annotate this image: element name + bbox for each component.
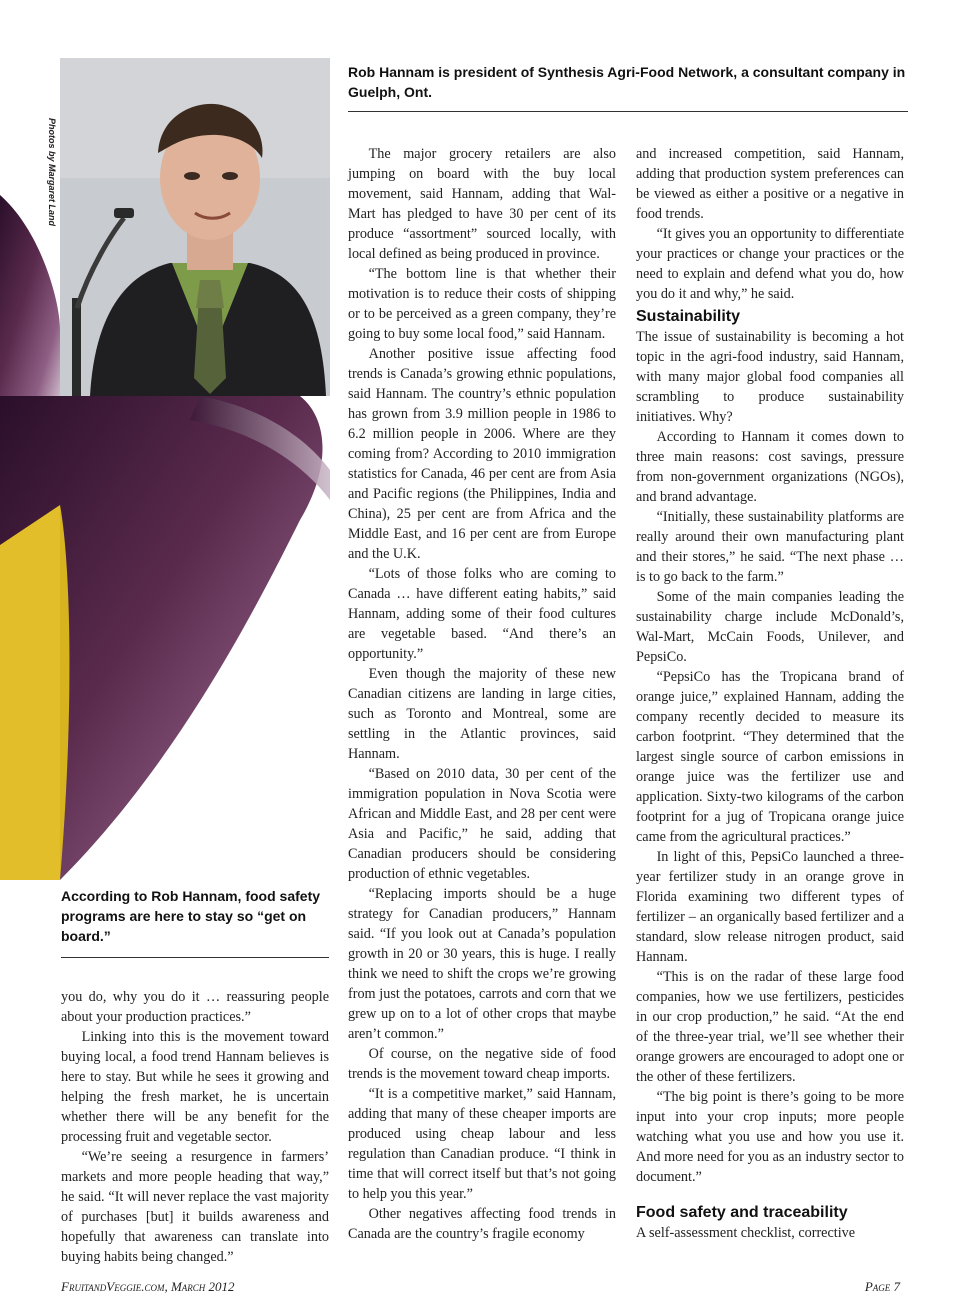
paragraph: Even though the majority of these new Canadian citizens are landing in large cities, such as Toronto and Montreal, some are settling in the Atlantic provinces, said Hannam. [348,666,616,762]
paragraph: “It gives you an opportunity to differentiate your practices or change your practices or the need to explain and defend what you do, how you do it and why,” he said. [636,226,904,302]
paragraph: “PepsiCo has the Tropicana brand of orange juice,” explained Hannam, adding the company recently decided to measure its carbon footprint. “They determined that the largest single source of carbon emissions in orange juice was the fertilizer use and application. Sixty-two kilograms of the carbon footprint for a jug of Tropicana orange juice came from the agricultural practices.” [636,669,904,845]
column-1 [61,987,329,1267]
paragraph: According to Hannam it comes down to three main reasons: cost savings, pressure from non-government organizations (NGOs), and brand advantage. [636,429,904,505]
paragraph: Of course, on the negative side of food trends is the movement toward cheap imports. [348,1046,616,1082]
footer-page-number: Page 7 [864,1279,900,1294]
paragraph: A self-assessment checklist, corrective [636,1225,856,1241]
paragraph: “This is on the radar of these large food companies, how we use fertilizers, pesticides in our crop production,” he said. “At the end of the three-year trial, we’ll see whether their orange growers are encouraged to adopt one or the other of these fertilizers. [636,969,904,1085]
paragraph: “Initially, these sustainability platforms are really around their own manufacturing plant and their stores,” he said. “The next phase … is to go back to the farm.” [636,509,904,585]
paragraph: The issue of sustainability is becoming a hot topic in the agri-food industry, said Hannam, with many major global food companies all scrambling to produce sustainability initiatives. Why? [636,329,904,425]
paragraph: “The big point is there’s going to be more input into your crop inputs; more people watching what you use and how you use it. And more need for you as an industry sector to document.” [636,1089,904,1185]
caption-top: Rob Hannam is president of Synthesis Agri-Food Network, a consultant company in Guelph, Ont. [348,62,908,112]
paragraph: The major grocery retailers are also jumping on board with the buy local movement, said Hannam, adding that Wal-Mart has pledged to have 30 per cent of its produce “assortment” sourced locally, with local defined as being produced in province. [348,146,616,262]
caption-left: According to Rob Hannam, food safety programs are here to stay so “get on board.” [61,886,329,958]
paragraph: Linking into this is the movement toward buying local, a food trend Hannam believes is here to stay. But while he sees it growing and helping the fresh market, he is uncertain whether there will be any benefit for the processing fruit and vegetable sector. [61,1029,329,1145]
footer-publication: FruitandVeggie.com, March 2012 [61,1279,235,1294]
paragraph: Other negatives affecting food trends in Canada are the country’s fragile economy [348,1206,616,1242]
paragraph: Another positive issue affecting food trends is Canada’s growing ethnic populations, said Hannam. The country’s ethnic population has grown from 3.9 million people in 1986 to 6.2 million people in 2006. Where are they coming from? According to 2010 immigration statistics for Canada, 46 per cent are from Asia and Pacific regions (the Philippines, India and China), 25 per cent are from Africa and the Middle East, and 16 per cent are from Europe and the U.K. [348,346,616,562]
paragraph: and increased competition, said Hannam, adding that production system preferences can be viewed as either a positive or a negative in food trends. [636,146,904,222]
heading-food-safety: Food safety and traceability [636,1204,848,1221]
paragraph: you do, why you do it … reassuring people about your production practices.” [61,989,329,1025]
paragraph: “Lots of those folks who are coming to Canada … have different eating habits,” said Hannam, adding some of their food cultures are vegetable based. “And there’s an opportunity.” [348,566,616,662]
paragraph: “Replacing imports should be a huge strategy for Canadian producers,” Hannam said. “If you look out at Canada’s population growth in 20 or 30 years, this is huge. I really think we need to shift the crops we’re growing from just the potatoes, carrots and corn that we grew up on to a lot of other crops that maybe aren’t common.” [348,886,616,1042]
paragraph: “It is a competitive market,” said Hannam, adding that many of these cheaper imports are produced using cheap labour and less regulation than Canadian produce. “I think in time that will correct itself but that’s not going to help you this year.” [348,1086,616,1202]
speaker-photo [60,58,330,396]
paragraph: “We’re seeing a resurgence in farmers’ markets and more people heading that way,” he said. “It will never replace the vast majority of purchases [but] it builds awareness and hopefully that awareness can translate into buying habits being changed.” [61,1149,329,1265]
photo-credit: Photos by Margaret Land [47,118,57,227]
paragraph: “Based on 2010 data, 30 per cent of the immigration population in Nova Scotia were African and Middle East, and 28 per cent were Asia and Pacific,” he said, adding that Canadian producers should be considering production of ethnic vegetables. [348,766,616,882]
column-3 [636,144,904,1243]
paragraph: “The bottom line is that whether their motivation is to reduce their costs of shipping or to be perceived as a green company, they’re going to buy some local food,” said Hannam. [348,266,616,342]
paragraph: Some of the main companies leading the sustainability charge include McDonald’s, Wal-Mart, McCain Foods, Unilever, and PepsiCo. [636,589,904,665]
paragraph: In light of this, PepsiCo launched a three-year fertilizer study in an orange grove in Florida examining two different types of fertilizer – an organically based fertilizer and a standard, slow release nitrogen product, said Hannam. [636,849,904,965]
heading-sustainability: Sustainability [636,308,741,325]
column-2 [348,144,616,1244]
speaker-illustration [60,58,330,396]
